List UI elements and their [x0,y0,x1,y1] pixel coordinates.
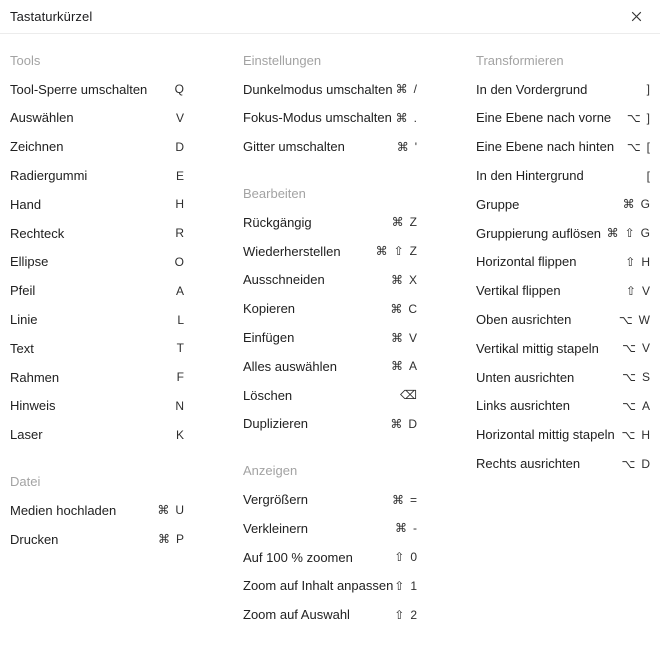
key-token: H [641,427,650,442]
key-token: ⌥ [621,427,636,442]
shortcut-row [243,266,417,295]
key-token: ⌘ [391,215,404,230]
shortcut-label: Rechts ausrichten [476,456,581,472]
shortcut-row [476,420,650,449]
shortcut-keys [392,215,417,229]
key-token: ⌥ [622,370,636,385]
key-token: ⌘ [157,503,170,518]
key-token: O [174,254,184,269]
shortcut-row [476,190,650,219]
shortcut-row [476,392,650,421]
shortcut-label: Auswählen [10,110,74,126]
key-token: ⇧ [394,550,405,565]
shortcut-keys [394,579,417,593]
shortcut-label: Horizontal mittig stapeln [476,427,615,443]
shortcut-keys [391,359,417,373]
key-token: L [177,312,184,327]
section-header: Tools [10,52,41,68]
close-icon [631,11,642,22]
shortcut-label: Rückgängig [243,214,312,230]
key-token: ⌫ [400,388,417,403]
shortcut-label: Vergrößern [243,492,309,508]
shortcut-row [476,161,650,190]
shortcut-keys [177,341,184,355]
key-token: ] [646,110,650,125]
shortcut-row [243,543,417,572]
key-token: U [175,503,184,518]
shortcut-keys [396,82,417,96]
shortcut-row [10,392,184,421]
shortcut-row [10,496,184,525]
shortcut-keys [647,82,650,96]
shortcut-keys [176,111,184,125]
shortcut-label: Gitter umschalten [243,139,345,155]
shortcut-row [243,514,417,543]
shortcut-label: Tool-Sperre umschalten [10,81,148,97]
key-token: F [176,370,184,385]
key-token: H [175,197,184,212]
shortcut-label: Dunkelmodus umschalten [243,81,393,97]
key-token: ' [414,139,417,154]
shortcut-keys [175,197,184,211]
shortcut-keys [625,255,650,269]
shortcut-row [10,190,184,219]
shortcut-row [243,600,417,629]
shortcut-row [476,75,650,104]
section-header: Einstellungen [243,52,322,68]
key-token: ⌘ [395,110,408,125]
shortcut-row [10,219,184,248]
key-token: V [408,330,417,345]
shortcut-keys [176,169,184,183]
shortcut-label: Pfeil [10,283,36,299]
section-anzeigen [243,456,417,629]
shortcut-keys [176,284,184,298]
shortcut-keys [157,503,184,517]
shortcut-keys [390,417,417,431]
shortcut-label: Duplizieren [243,416,309,432]
shortcut-row [243,208,417,237]
shortcut-row [476,363,650,392]
shortcut-keys [397,140,417,154]
key-token: S [641,370,650,385]
shortcut-keys [623,197,650,211]
shortcut-label: Vertikal flippen [476,283,561,299]
shortcut-label: Text [10,340,34,356]
key-token: ⌥ [626,139,641,154]
shortcut-column-2 [243,46,417,629]
shortcut-label: Löschen [243,387,293,403]
section-header: Datei [10,474,41,490]
key-token: ⌘ [390,272,403,287]
shortcut-label: Linie [10,312,38,328]
key-token: ⌘ [157,532,170,547]
shortcut-keys [647,169,650,183]
shortcut-row [476,104,650,133]
shortcut-row [476,248,650,277]
shortcut-label: Einfügen [243,330,295,346]
shortcut-label: Verkleinern [243,520,309,536]
key-token: ⇧ [625,254,636,269]
key-token: ⌥ [621,456,636,471]
key-token: Q [174,82,184,97]
key-token: N [175,398,184,413]
shortcut-label: Drucken [10,531,59,547]
shortcut-keys [607,226,650,240]
shortcut-keys [175,255,184,269]
shortcut-row [476,305,650,334]
key-token: T [176,341,184,356]
key-token: V [641,283,650,298]
shortcut-keys [392,493,417,507]
shortcut-label: Oben ausrichten [476,312,572,328]
shortcut-column-1 [10,46,184,629]
shortcut-row [476,132,650,161]
key-token: R [175,226,184,241]
key-token: ⌘ [396,139,409,154]
shortcut-row [10,161,184,190]
shortcut-label: Radiergummi [10,168,88,184]
dialog-title: Tastaturkürzel [10,9,93,24]
shortcut-label: Zoom auf Auswahl [243,607,350,623]
shortcut-label: Zeichnen [10,139,64,155]
key-token: ⇧ [394,578,405,593]
key-token: C [408,301,417,316]
shortcut-row [243,132,417,161]
section-einstellungen [243,46,417,161]
shortcut-row [243,237,417,266]
shortcut-row [10,305,184,334]
shortcut-row [10,248,184,277]
section-datei [10,467,184,553]
shortcut-row [10,132,184,161]
section-tools [10,46,184,449]
shortcut-label: Rechteck [10,225,65,241]
shortcut-keys [175,399,184,413]
shortcut-row [10,420,184,449]
shortcut-label: Wiederherstellen [243,243,341,259]
key-token: ⇧ [393,244,404,259]
shortcut-keys [619,313,650,327]
key-token: ⇧ [394,607,405,622]
shortcut-label: In den Hintergrund [476,168,584,184]
shortcut-label: Horizontal flippen [476,254,577,270]
key-token: Z [409,215,417,230]
key-token: D [641,456,650,471]
shortcut-keys [175,226,184,240]
key-token: 1 [410,578,417,593]
section-header: Transformieren [476,52,564,68]
key-token: E [175,168,184,183]
shortcut-keys [391,331,417,345]
shortcut-row [476,334,650,363]
key-token: ⌘ [395,521,407,536]
key-token: V [641,341,650,356]
section-header: Bearbeiten [243,186,306,202]
shortcut-row [10,104,184,133]
shortcut-keys [175,140,184,154]
shortcut-label: Kopieren [243,301,296,317]
key-token: A [408,359,417,374]
shortcut-keys [400,388,417,402]
shortcut-row [243,381,417,410]
key-token: D [408,416,417,431]
shortcut-keys [394,550,417,564]
key-token: X [408,272,417,287]
key-token: - [413,521,417,536]
shortcut-keys [177,370,184,384]
shortcut-keys [176,428,184,442]
key-token: H [641,254,650,269]
shortcut-label: Gruppe [476,196,520,212]
key-token: 0 [410,550,417,565]
key-token: G [640,226,650,241]
shortcut-keys [622,399,650,413]
shortcut-label: Ausschneiden [243,272,325,288]
shortcut-keys [158,532,184,546]
key-token: ⌘ [375,244,388,259]
shortcut-row [10,525,184,554]
shortcut-keys [376,244,417,258]
shortcut-keys [622,428,651,442]
shortcut-label: Medien hochladen [10,502,117,518]
shortcut-label: Hinweis [10,398,56,414]
key-token: ⌘ [390,359,403,374]
key-token: ⌥ [622,341,636,356]
shortcut-label: Auf 100 % zoomen [243,549,353,565]
key-token: ] [646,82,650,97]
key-token: D [175,139,184,154]
shortcut-label: In den Vordergrund [476,81,588,97]
key-token: ⌘ [395,82,408,97]
shortcut-keys [622,341,650,355]
key-token: ⌥ [618,312,633,327]
shortcut-label: Hand [10,196,42,212]
key-token: P [175,532,184,547]
section-bearbeiten [243,179,417,438]
shortcut-label: Ellipse [10,254,49,270]
key-token: G [640,197,650,212]
key-token: ⌘ [390,330,403,345]
key-token: [ [646,139,650,154]
shortcut-row [243,323,417,352]
shortcut-keys [175,82,184,96]
shortcut-label: Unten ausrichten [476,369,575,385]
key-token: V [175,110,184,125]
shortcut-label: Zoom auf Inhalt anpassen [243,578,394,594]
shortcut-row [476,219,650,248]
shortcut-row [10,363,184,392]
shortcut-row [476,449,650,478]
shortcut-row [243,485,417,514]
key-token: ⌥ [626,110,641,125]
key-token: ⌘ [390,301,403,316]
shortcut-row [243,410,417,439]
shortcut-row [243,294,417,323]
shortcut-row [243,572,417,601]
close-button[interactable] [627,7,646,26]
key-token: 2 [410,607,417,622]
key-token: K [175,427,184,442]
shortcut-columns [0,34,660,629]
shortcut-label: Laser [10,427,43,443]
key-token: = [409,492,417,507]
shortcut-label: Eine Ebene nach vorne [476,110,612,126]
shortcut-label: Links ausrichten [476,398,570,414]
shortcut-keys [395,521,417,535]
shortcut-keys [177,313,184,327]
key-token: ⌘ [606,226,619,241]
shortcut-row [243,352,417,381]
shortcut-label: Fokus-Modus umschalten [243,110,392,126]
shortcut-label: Rahmen [10,369,60,385]
key-token: . [413,110,417,125]
shortcut-label: Vertikal mittig stapeln [476,340,599,356]
shortcut-row [243,104,417,133]
shortcut-keys [627,111,650,125]
key-token: W [638,312,650,327]
key-token: ⌘ [622,197,635,212]
shortcut-label: Gruppierung auflösen [476,225,602,241]
section-transformieren [476,46,650,478]
shortcut-keys [391,273,417,287]
key-token: ⇧ [624,226,635,241]
shortcut-row [10,75,184,104]
shortcut-keys [390,302,417,316]
shortcut-row [476,276,650,305]
shortcut-keys [394,608,417,622]
shortcut-keys [626,284,650,298]
key-token: ⌘ [391,492,404,507]
key-token: ⇧ [625,283,636,298]
shortcut-keys [627,140,650,154]
section-header: Anzeigen [243,463,298,479]
dialog-header [0,0,660,34]
shortcut-keys [622,457,651,471]
shortcut-label: Alles auswählen [243,358,337,374]
shortcut-label: Eine Ebene nach hinten [476,139,615,155]
key-token: / [413,82,417,97]
shortcut-keys [396,111,417,125]
shortcut-keys [622,370,650,384]
key-token: Z [409,244,417,259]
shortcut-row [243,75,417,104]
key-token: A [175,283,184,298]
shortcut-row [10,276,184,305]
shortcut-column-3 [476,46,650,629]
key-token: [ [646,168,650,183]
key-token: ⌥ [622,398,636,413]
shortcut-row [10,334,184,363]
key-token: ⌘ [390,416,403,431]
key-token: A [641,398,650,413]
